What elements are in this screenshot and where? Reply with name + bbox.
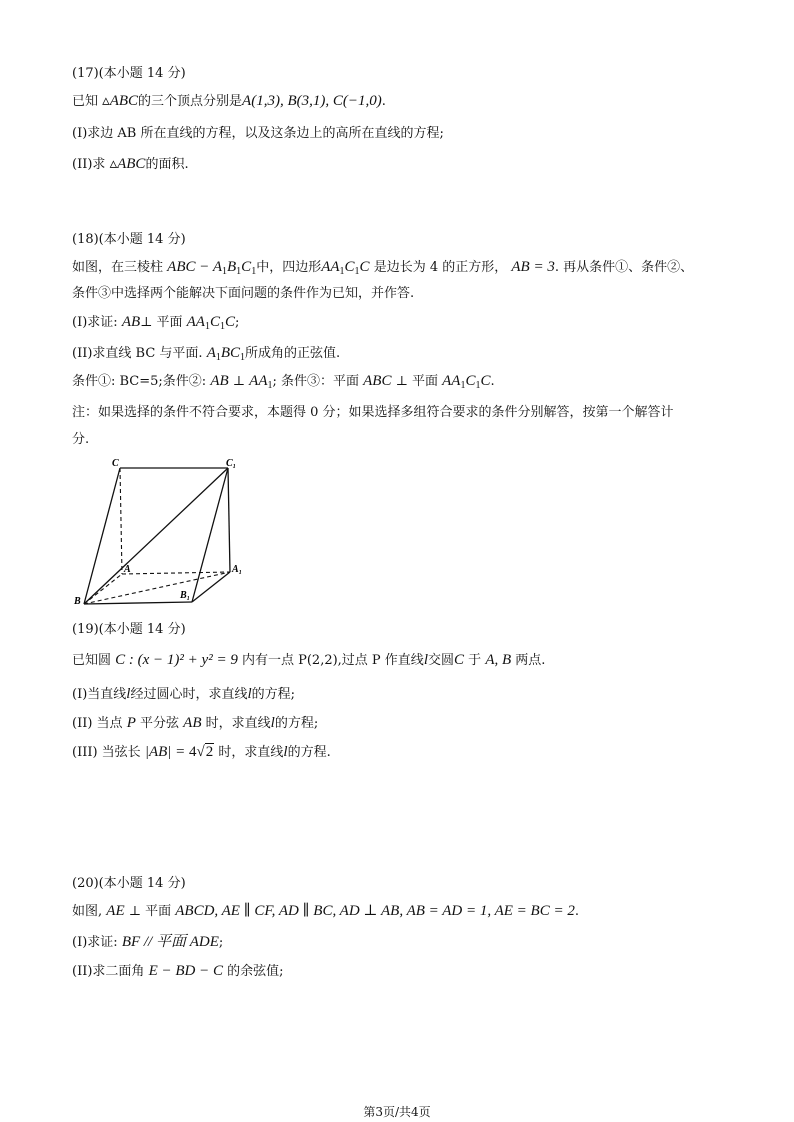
q18-header: (18)(本小题 14 分) — [72, 232, 186, 247]
q20-part1: (I)求证: BF // 平面 ADE; — [72, 934, 224, 950]
label-A1: A₁ — [232, 564, 243, 575]
q17-part2: (II)求 ▵ABC的面积. — [72, 156, 189, 172]
page-footer: 第3页/共4页 — [363, 1105, 431, 1119]
label-C1: C₁ — [226, 458, 237, 469]
prism-figure — [70, 452, 260, 612]
q17-header: (17)(本小题 14 分) — [72, 66, 186, 81]
q17-part1: (I)求边 AB 所在直线的方程，以及这条边上的高所在直线的方程; — [72, 126, 444, 141]
q19-stem: 已知圆 C : (x − 1)² + y² = 9 内有一点 P(2,2),过点 P 作直线l交圆C 于 A, B 两点. — [72, 652, 546, 668]
q19-part2: (II) 当点 P 平分弦 AB 时，求直线l的方程; — [72, 715, 319, 731]
q17-stem: 已知 ▵ABC的三个顶点分别是A(1,3), B(3,1), C(−1,0). — [72, 93, 386, 109]
q18-part2: (II)求直线 BC 与平面. $A_1BC_1$所成角的正弦值. — [72, 345, 341, 363]
label-A: A — [124, 564, 131, 575]
q20-stem: 如图, AE ⊥ 平面 ABCD, AE ∥ CF, AD ∥ BC, AD ⊥ AB, AB = AD = 1, AE = BC = 2. — [72, 903, 579, 919]
q20-part2: (II)求二面角 E − BD − C 的余弦值; — [72, 963, 284, 979]
q20-header: (20)(本小题 14 分) — [72, 876, 186, 891]
q18-note-line2: 分. — [72, 432, 90, 447]
q18-stem-line2: 条件③中选择两个能解决下面问题的条件作为已知，并作答. — [72, 286, 415, 301]
q18-conditions: 条件①: BC=5;条件②: AB ⊥ $AA_1$; 条件③：平面 ABC ⊥ 平面 $AA_1C_1C$. — [72, 373, 495, 391]
q19-part3: (III) 当弦长 |AB| = 4√2 时，求直线l的方程. — [72, 744, 331, 760]
q18-note-line1: 注：如果选择的条件不符合要求，本题得 0 分；如果选择多组符合要求的条件分别解答，按第一个解答计 — [72, 405, 674, 420]
q19-header: (19)(本小题 14 分) — [72, 622, 186, 637]
label-B1: B₁ — [180, 590, 191, 601]
q18-part1: (I)求证: AB⊥ 平面 $AA_1C_1C$; — [72, 314, 240, 332]
q18-stem-line1: 如图，在三棱柱 ABC − $A_1B_1C_1$中，四边形$AA_1C_1C$ 是边长为 4 的正方形， AB = 3. 再从条件①、条件②、 — [72, 259, 694, 277]
q19-part1: (I)当直线l经过圆心时，求直线l的方程; — [72, 686, 296, 702]
label-B: B — [74, 596, 81, 607]
label-C: C — [112, 458, 119, 469]
